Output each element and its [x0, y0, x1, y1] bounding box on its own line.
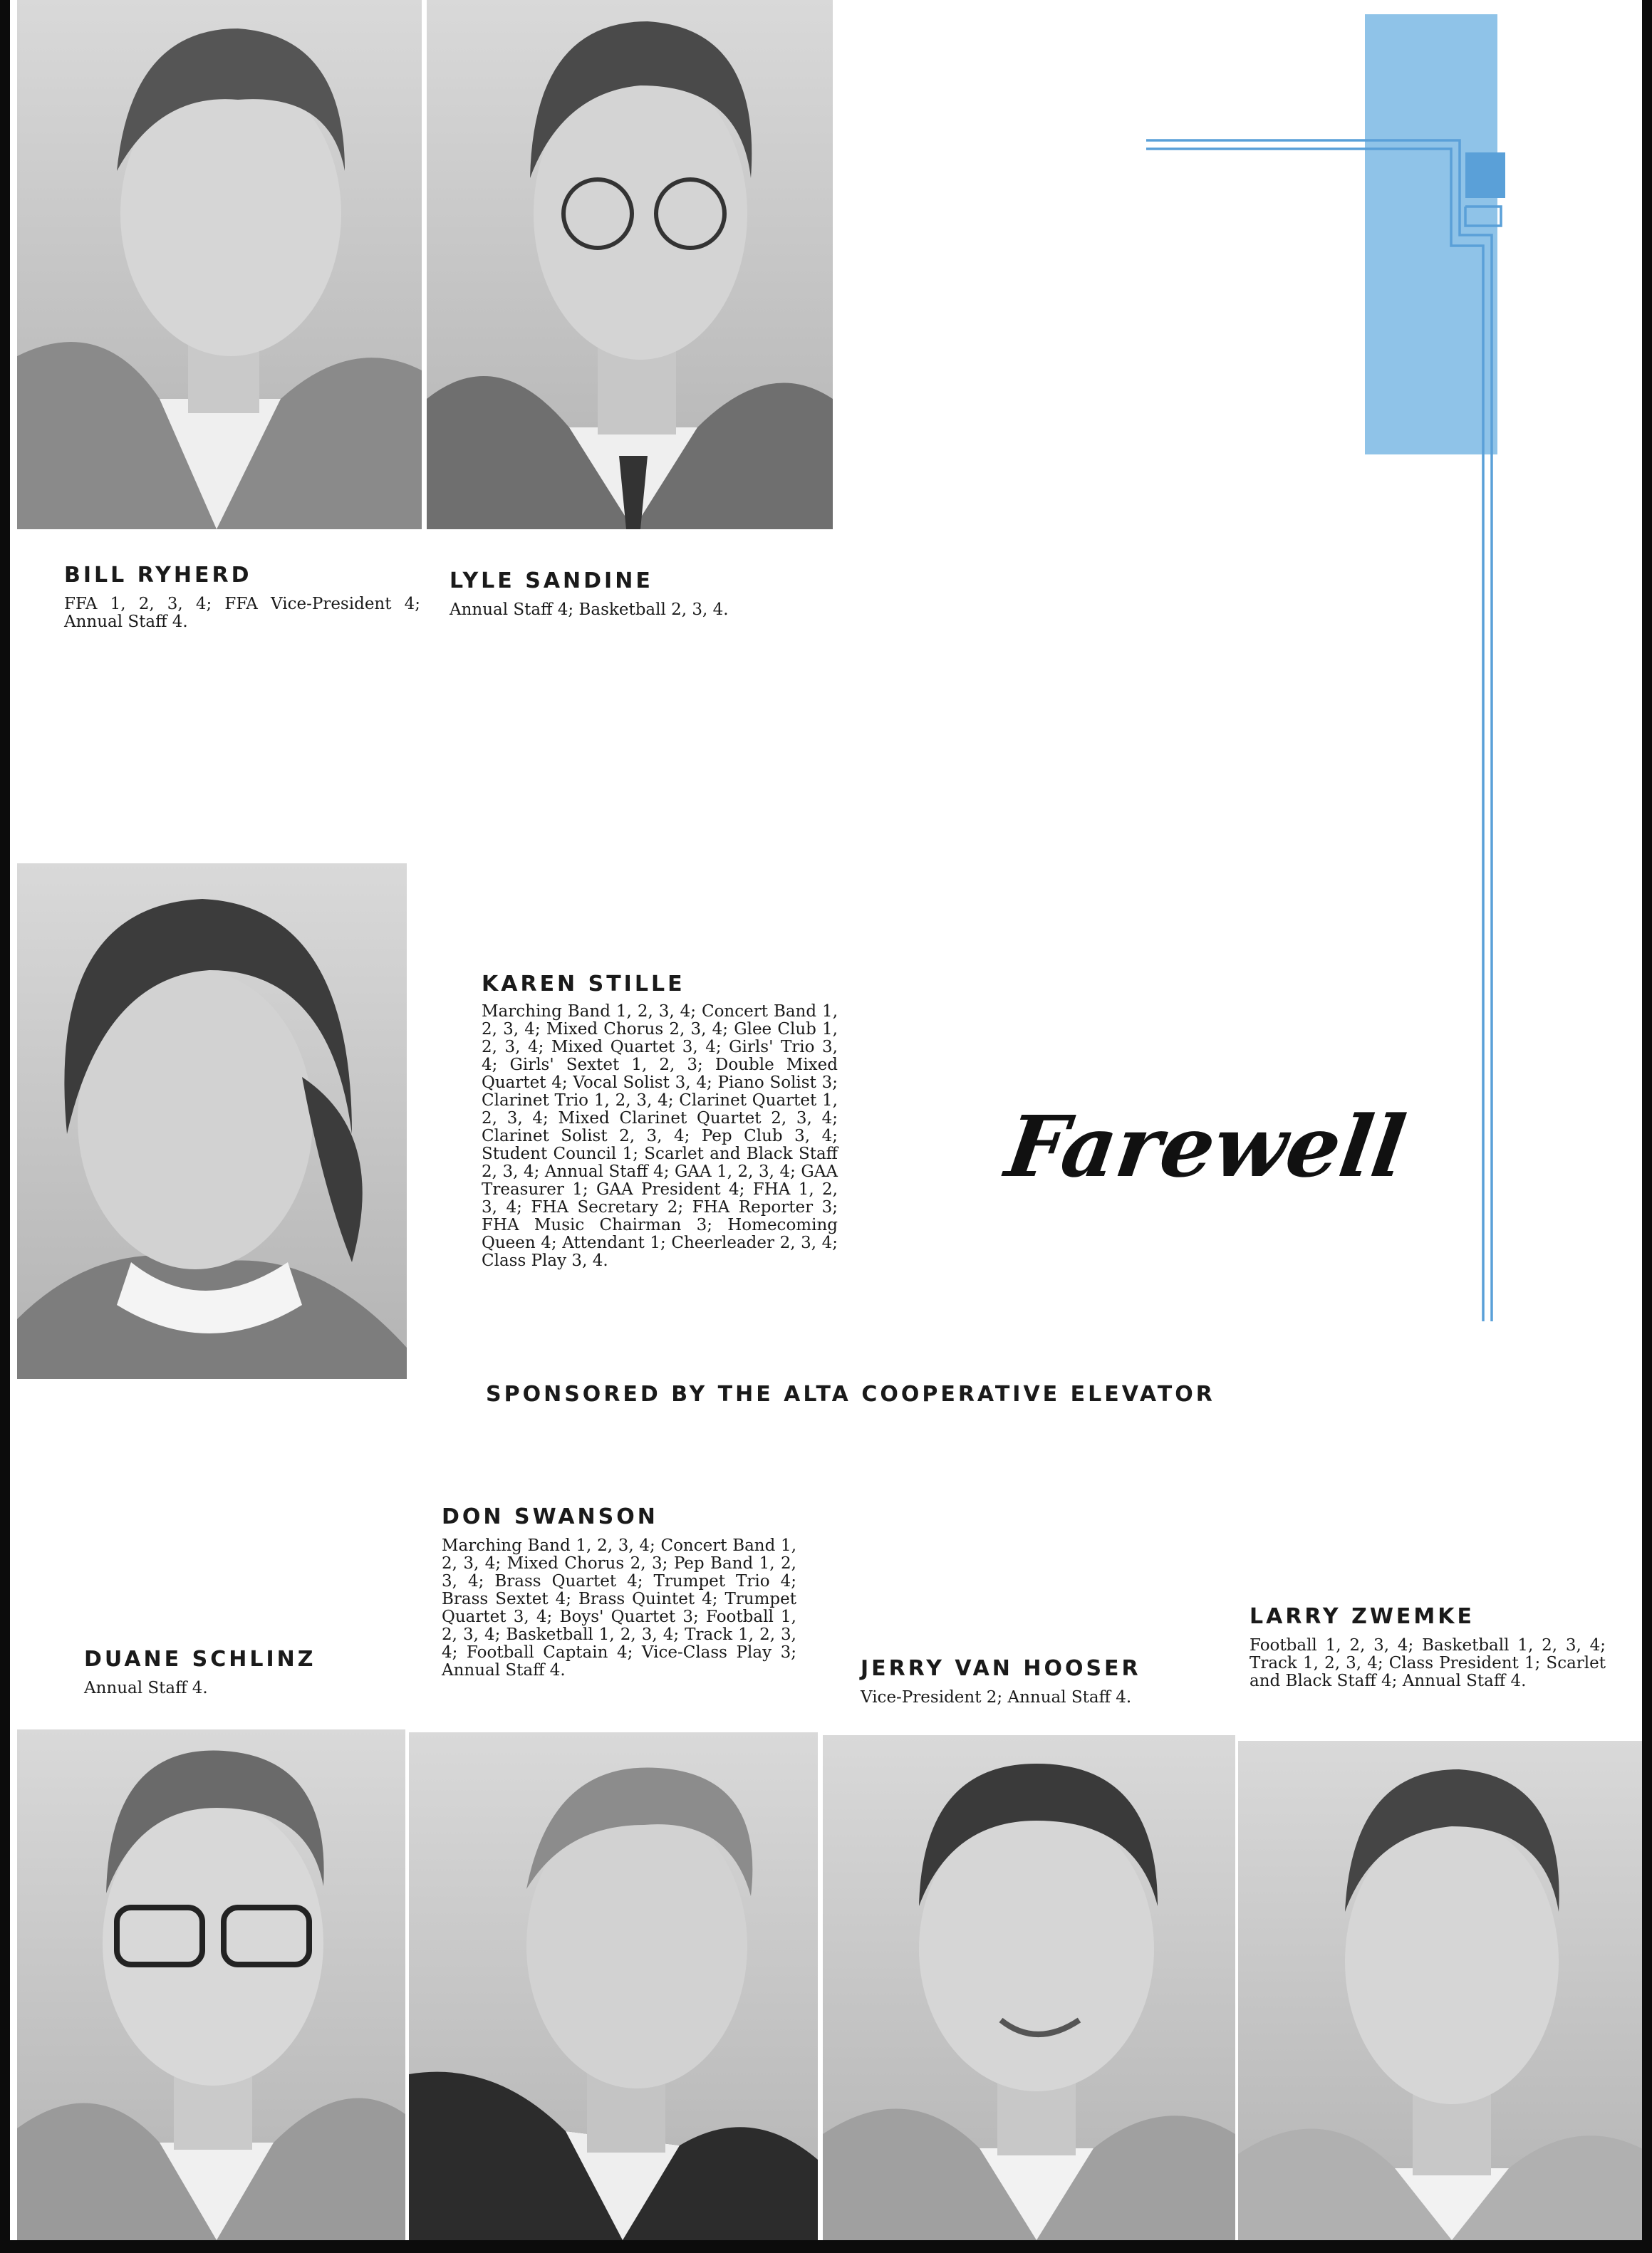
- portrait-silhouette: [409, 1732, 818, 2240]
- senior-activities: Vice-President 2; Annual Staff 4.: [861, 1688, 1132, 1707]
- portrait-photo-don-swanson: [409, 1732, 818, 2240]
- senior-activities: FFA 1, 2, 3, 4; FFA Vice-President 4; Annual Staff 4.: [64, 595, 420, 631]
- senior-name: LARRY ZWEMKE: [1250, 1604, 1475, 1629]
- senior-name: JERRY VAN HOOSER: [861, 1656, 1141, 1681]
- portrait-photo-jerry-van-hooser: [823, 1735, 1235, 2240]
- senior-name: DON SWANSON: [442, 1504, 658, 1529]
- farewell-heading: Farewell: [1000, 1097, 1412, 1196]
- portrait-photo-karen-stille: [17, 863, 407, 1379]
- senior-activities: Annual Staff 4; Basketball 2, 3, 4.: [450, 600, 729, 619]
- senior-name: LYLE SANDINE: [450, 568, 653, 593]
- portrait-silhouette: [1238, 1741, 1652, 2240]
- senior-name: DUANE SCHLINZ: [84, 1647, 316, 1672]
- portrait-silhouette: [823, 1735, 1235, 2240]
- portrait-silhouette: [427, 0, 833, 529]
- senior-name: BILL RYHERD: [64, 563, 252, 588]
- portrait-silhouette: [17, 1729, 405, 2240]
- sponsor-line: SPONSORED BY THE ALTA COOPERATIVE ELEVATOR: [486, 1382, 1215, 1407]
- senior-activities: Marching Band 1, 2, 3, 4; Concert Band 1, 2, 3, 4; Mixed Chorus 2, 3; Pep Band 1, 2, 3, 4; Brass Quartet 4; Trumpet Trio 4; Brass Sextet 4; Brass Quintet 4; Trumpet Quartet 3, 4; Boys' Quartet 3; Football 1, 2, 3, 4; Basketball 1, 2, 3, 4; Track 1, 2, 3, 4; Football Captain 4; Vice-Class Play 3; Annual Staff 4.: [442, 1536, 796, 1680]
- portrait-silhouette: [17, 0, 422, 529]
- senior-activities: Football 1, 2, 3, 4; Basketball 1, 2, 3, 4; Track 1, 2, 3, 4; Class President 1; Scarlet and Black Staff 4; Annual Staff 4.: [1250, 1636, 1606, 1690]
- portrait-photo-bill-ryherd: [17, 0, 422, 529]
- portrait-photo-lyle-sandine: [427, 0, 833, 529]
- blue-square-ornament: [1465, 152, 1505, 198]
- portrait-photo-larry-zwemke: [1238, 1741, 1652, 2240]
- senior-activities: Marching Band 1, 2, 3, 4; Concert Band 1, 2, 3, 4; Mixed Chorus 2, 3, 4; Glee Club 1, 2, 3, 4; Mixed Quartet 3, 4; Girls' Trio 3, 4; Girls' Sextet 1, 2, 3; Double Mixed Quartet 4; Vocal Solist 3, 4; Piano Solist 3; Clarinet Trio 1, 2, 3, 4; Clarinet Quartet 1, 2, 3, 4; Mixed Clarinet Quartet 2, 3, 4; Clarinet Solist 2, 3, 4; Pep Club 3, 4; Student Council 1; Scarlet and Black Staff 2, 3, 4; Annual Staff 4; GAA 1, 2, 3, 4; GAA Treasurer 1; GAA President 4; FHA 1, 2, 3, 4; FHA Secretary 2; FHA Reporter 3; FHA Music Chairman 3; Homecoming Queen 4; Attendant 1; Cheerleader 2, 3, 4; Class Play 3, 4.: [482, 1002, 838, 1270]
- portrait-silhouette: [17, 863, 407, 1379]
- portrait-photo-duane-schlinz: [17, 1729, 405, 2240]
- senior-activities: Annual Staff 4.: [84, 1679, 208, 1697]
- senior-name: KAREN STILLE: [482, 972, 685, 997]
